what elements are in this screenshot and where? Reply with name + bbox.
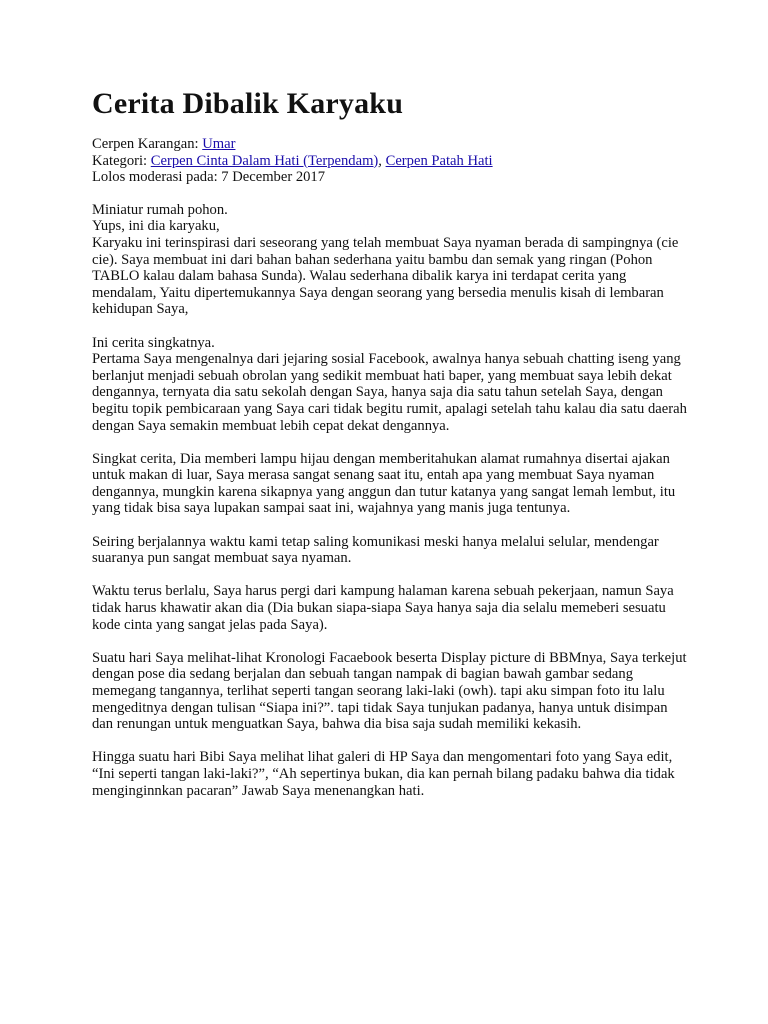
article [92,86,692,816]
article-title: Cerita Dibalik Karyaku [92,87,404,120]
category-label: Kategori: [92,152,151,169]
author-label: Cerpen Karangan: [92,136,203,152]
paragraph: Hingga suatu hari Bibi Saya melihat lihat galeri di HP Saya dan mengomentari foto yang Saya edit, “Ini seperti tangan laki-laki?”, “Ah sepertinya bukan, dia kan pernah bilang padaku bahwa dia tidak menginginnkan pacaran” Jawab Saya menenangkan hati. [92,749,675,799]
paragraph: Suatu hari Saya melihat-lihat Kronologi Facaebook beserta Display picture di BBMnya, Saya terkejut dengan pose dia sedang berjalan dan sebuah tangan nampak di bagian bawah gambar sedang memegang tangannya, terlihat seperti tangan seorang laki-laki (owh). tapi aku simpan foto itu lalu mengeditnya dengan tulisan “Siapa ini?”. tapi tidak Saya tunjukan padanya, hanya untuk disimpan dan renungan untuk menguatkan Saya, bahwa dia bisa saja sudah memiliki kekasih. [92,649,687,733]
category-line [92,153,692,170]
category-link-patah-hati[interactable]: Cerpen Patah Hati [385,152,493,169]
paragraph: Ini cerita singkatnya. Pertama Saya mengenalnya dari jejaring sosial Facebook, awalnya hanya sebuah chatting iseng yang berlanjut menjadi sebuah obrolan yang sedikit membuat hati baper, yang membuat saya lebih dekat dengannya, ternyata dia satu sekolah dengan Saya, hanya saja dia satu tahun setelah Saya, dengan begitu topik pembicaraan yang Saya cari tidak begitu rumit, apalagi setelah tahu kalau dia satu daerah dengan Saya semakin membuat lebih cepat dekat dengannya. [92,334,687,434]
paragraph: Miniatur rumah pohon. Yups, ini dia karyaku, Karyaku ini terinspirasi dari seseorang yang telah membuat Saya nyaman berada di sampingnya (cie cie). Saya membuat ini dari bahan bahan sederhana yaitu bambu dan semak yang ringan (Pohon TABLO kalau dalam bahasa Sunda). Walau sederhana dibalik karya ini terdapat cerita yang mendalam, Yaitu dipertemukannya Saya dengan seorang yang bersedia menulis kisah di lembaran kehidupan Saya, [92,201,679,318]
author-link[interactable]: Umar [202,136,236,152]
paragraph: Waktu terus berlalu, Saya harus pergi dari kampung halaman karena sebuah pekerjaan, namun Saya tidak harus khawatir akan dia (Dia bukan siapa-siapa Saya hanya saja dia selalu memeberi sesuatu kode cinta yang sangat jelas pada Saya). [92,583,674,633]
article-body [92,202,692,799]
paragraph: Singkat cerita, Dia memberi lampu hijau dengan memberitahukan alamat rumahnya disertai ajakan untuk makan di luar, Saya merasa sangat senang saat itu, entah apa yang membuat Saya nyaman dengannya, mungkin karena sikapnya yang anggun dan tutur katanya yang sangat lemah lembut, itu yang tidak bisa saya lupakan sampai saat ini, wajahnya yang manis juga tentunya. [92,450,676,517]
paragraph: Seiring berjalannya waktu kami tetap saling komunikasi meski hanya melalui selular, mendengar suaranya pun sangat membuat saya nyaman. [92,533,659,567]
moderation-date: Lolos moderasi pada: 7 December 2017 [92,169,326,186]
article-meta [92,136,692,186]
category-separator: , [378,152,386,169]
category-link-cinta-dalam-hati[interactable]: Cerpen Cinta Dalam Hati (Terpendam) [150,152,379,169]
author-line [92,136,692,153]
